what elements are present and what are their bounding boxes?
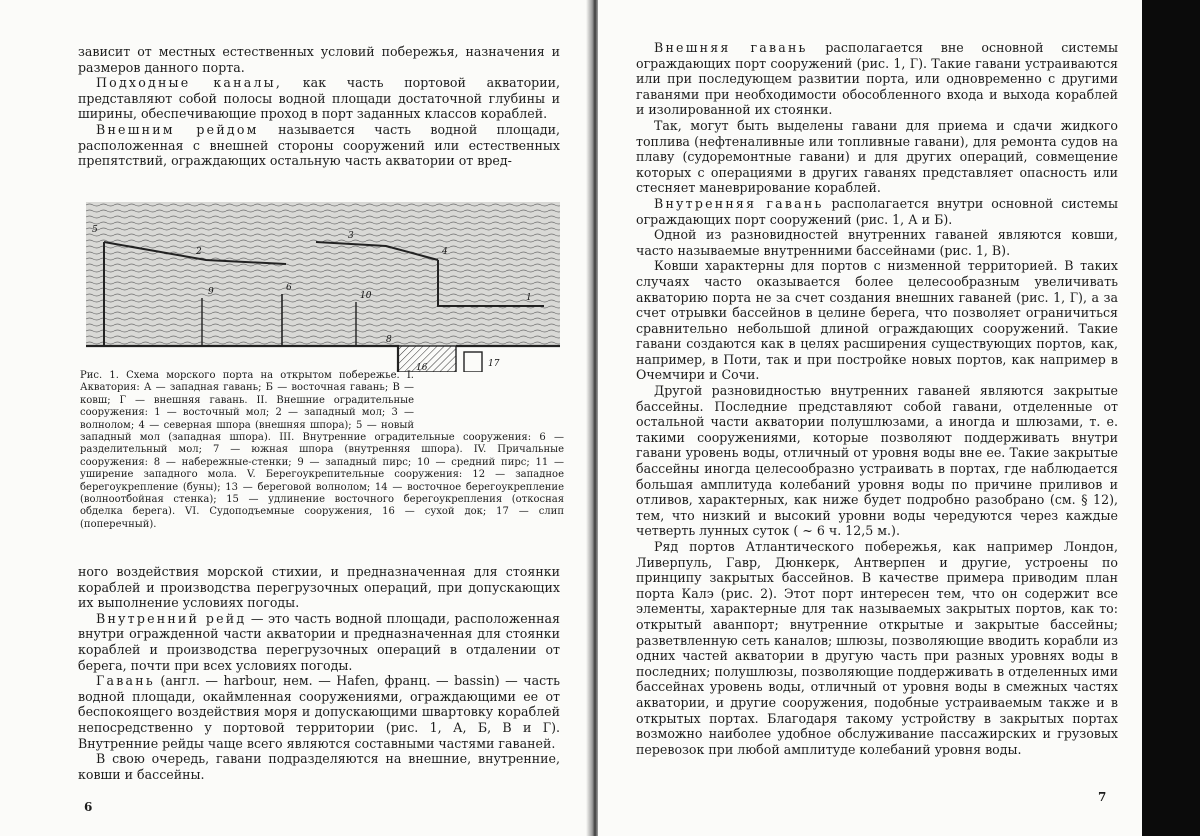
left-bottom-text (78, 564, 560, 782)
paragraph: ного воздействия морской стихии, и предназначенная для стоянки кораблей и производства перегрузочных операций, при допускающих их выполнение условиях погоды. (78, 564, 560, 611)
paragraph: Внешняя гавань располагается вне основной системы ограждающих порт сооружений (рис. 1, Г). Такие гавани устраиваются или при последующем развитии порта, или одновременно с другими гаванями при необходимости обособленного входа и выхода кораблей и изолированной их стоянки. (636, 40, 1118, 118)
right-page (598, 0, 1142, 836)
paragraph: Гавань (англ. — harbour, нем. — Hafen, франц. — bassin) — часть водной площади, окаймленная сооружениями, ограждающими ее от беспокоящего воздействия моря и допускающими швартовку кораблей непосредственно у портовой территории (рис. 1, А, Б, В и Г). Внутренние рейды чаще всего являются составными частями гаваней. (78, 673, 560, 751)
paragraph: Ряд портов Атлантического побережья, как например Лондон, Ливерпуль, Гавр, Дюнкерк, Антверпен и другие, устроены по принципу закрытых бассейнов. В качестве примера приводим план порта Калэ (рис. 2). Этот порт интересен тем, что он содержит все элементы, характерные для так называемых закрытых портов, как то: открытый аванпорт; внутренние открытые и закрытые бассейны; разветвленную сеть каналов; шлюзы, позволяющие вводить корабли из одних частей акватории в другую часть при разных уровнях воды в последних; полушлюзы, позволяющие поддерживать в отделенных ими бассейнах уровень воды, отличный от уровня воды в смежных частях акватории, и другие сооружения, подобные устраиваемым также и в открытых портах. Благодаря такому устройству в закрытых портах возможно наиболее удобное обслуживание пассажирских и грузовых перевозок при любой амплитуде колебаний уровня воды. (636, 539, 1118, 757)
paragraph: Подходные каналы, как часть портовой акватории, представляют собой полосы водной площади достаточной глубины и ширины, обеспечивающие проход в порт заданных классов кораблей. (78, 75, 560, 122)
diagram-label: 17 (488, 359, 500, 369)
paragraph: Внешним рейдом называется часть водной площади, расположенная с внешней стороны сооружений или естественных препятствий, ограждающих остальную часть акватории от вред- (78, 121, 560, 169)
paragraph: В свою очередь, гавани подразделяются на внешние, внутренние, ковши и бассейны. (78, 751, 560, 782)
diagram-label: 5 (92, 225, 98, 235)
sea-waves (86, 202, 560, 346)
paragraph: Одной из разновидностей внутренних гаваней являются ковши, часто называемые внутренними бассейнами (рис. 1, В). (636, 227, 1118, 258)
diagram-label: 10 (360, 291, 372, 301)
caption-float-spacer (414, 370, 564, 430)
caption-text: Рис. 1. Схема морского порта на открытом побережье. I. Акватория: А — западная гавань; Б — восточная гавань; В — ковш; Г — внешняя гавань. II. Внешние оградительные сооружения: 1 — восточный мол; 2 — западный мол; 3 — волнолом; 4 — северная шпора (внешняя шпора); 5 — новый западный мол (западная шпора). III. Внутренние оградительные сооружения: 6 — разделительный мол; 7 — южная шпора (внутренняя шпора). IV. Причальные сооружения: 8 — набережные-стенки; 9 — западный пирс; 10 — средний пирс; 11 — уширение западного мола. V. Берегоукрепительные сооружения: 12 — западное берегоукрепление (буны); 13 — береговой волнолом; 14 — восточное берегоукрепление (волноотбойная стенка); 15 — удлинение восточного берегоукрепления (откосная обделка берега). VI. Судоподъемные сооружения, 16 — сухой док; 17 — слип (поперечный). (80, 370, 564, 530)
left-page (0, 0, 592, 836)
diagram-label: 16 (416, 363, 428, 372)
diagram-label: 9 (208, 287, 214, 297)
scan-edge (1142, 0, 1200, 836)
port-diagram (86, 202, 560, 372)
port-diagram-figure (86, 202, 560, 372)
paragraph: Внутренняя гавань располагается внутри основной системы ограждающих порт сооружений (рис. 1, А и Б). (636, 195, 1119, 227)
diagram-label: 2 (196, 247, 202, 257)
right-text (636, 40, 1118, 757)
paragraph: Ковши характерны для портов с низменной территорией. В таких случаях часто оказывается более целесообразным увеличивать акваторию порта не за счет создания внешних гаваней (рис. 1, Г), а за счет отрывки бассейнов в целине берега, что позволяет ограничиться сравнительно небольшой длиной ограждающих сооружений. Такие гавани создаются как в целях расширения существующих портов, как, например, в Поти, так и при постройке новых портов, как например в Очемчири и Сочи. (636, 258, 1118, 383)
page-number: 6 (84, 800, 93, 814)
left-top-text (78, 44, 560, 169)
diagram-label: 3 (348, 231, 354, 241)
shore-line (86, 346, 398, 372)
paragraph: зависит от местных естественных условий побережья, назначения и размеров данного порта. (78, 44, 560, 75)
figure-caption (80, 370, 564, 531)
paragraph: Другой разновидностью внутренних гаваней являются закрытые бассейны. Последние представляют собой гавани, отделенные от остальной части акватории полушлюзами, а иногда и шлюзами, т. е. такими сооружениями, которые позволяют поддерживать внутри гавани уровень воды, отличный от уровня воды вне ее. Такие закрытые бассейны иногда целесообразно устраивать в портах, где наблюдается большая амплитуда колебаний уровня воды по причине приливов и отливов, характерных, как ниже будет подробно разобрано (см. § 12), тем, что низкий и высокий уровни воды чередуются через каждые четверть лунных суток ( ~ 6 ч. 12,5 м.). (636, 383, 1118, 539)
paragraph: Внутренний рейд — это часть водной площади, расположенная внутри огражденной части акватории и предназначенная для стоянки кораблей и производства перегрузочных операций в отдалении от берега, почти при всех условиях погоды. (78, 610, 561, 673)
paragraph: Так, могут быть выделены гавани для приема и сдачи жидкого топлива (нефтеналивные или топливные гавани), для ремонта судов на плаву (судоремонтные гавани) и для других операций, совмещение которых с операциями в других гаванях представляет опасность или стесняет маневрирование кораблей. (636, 117, 1118, 196)
diagram-label: 1 (526, 293, 532, 303)
slipway (464, 352, 482, 372)
page-number: 7 (1098, 790, 1107, 804)
diagram-label: 6 (286, 283, 292, 293)
diagram-label: 4 (442, 247, 448, 257)
diagram-label: 8 (386, 335, 392, 345)
